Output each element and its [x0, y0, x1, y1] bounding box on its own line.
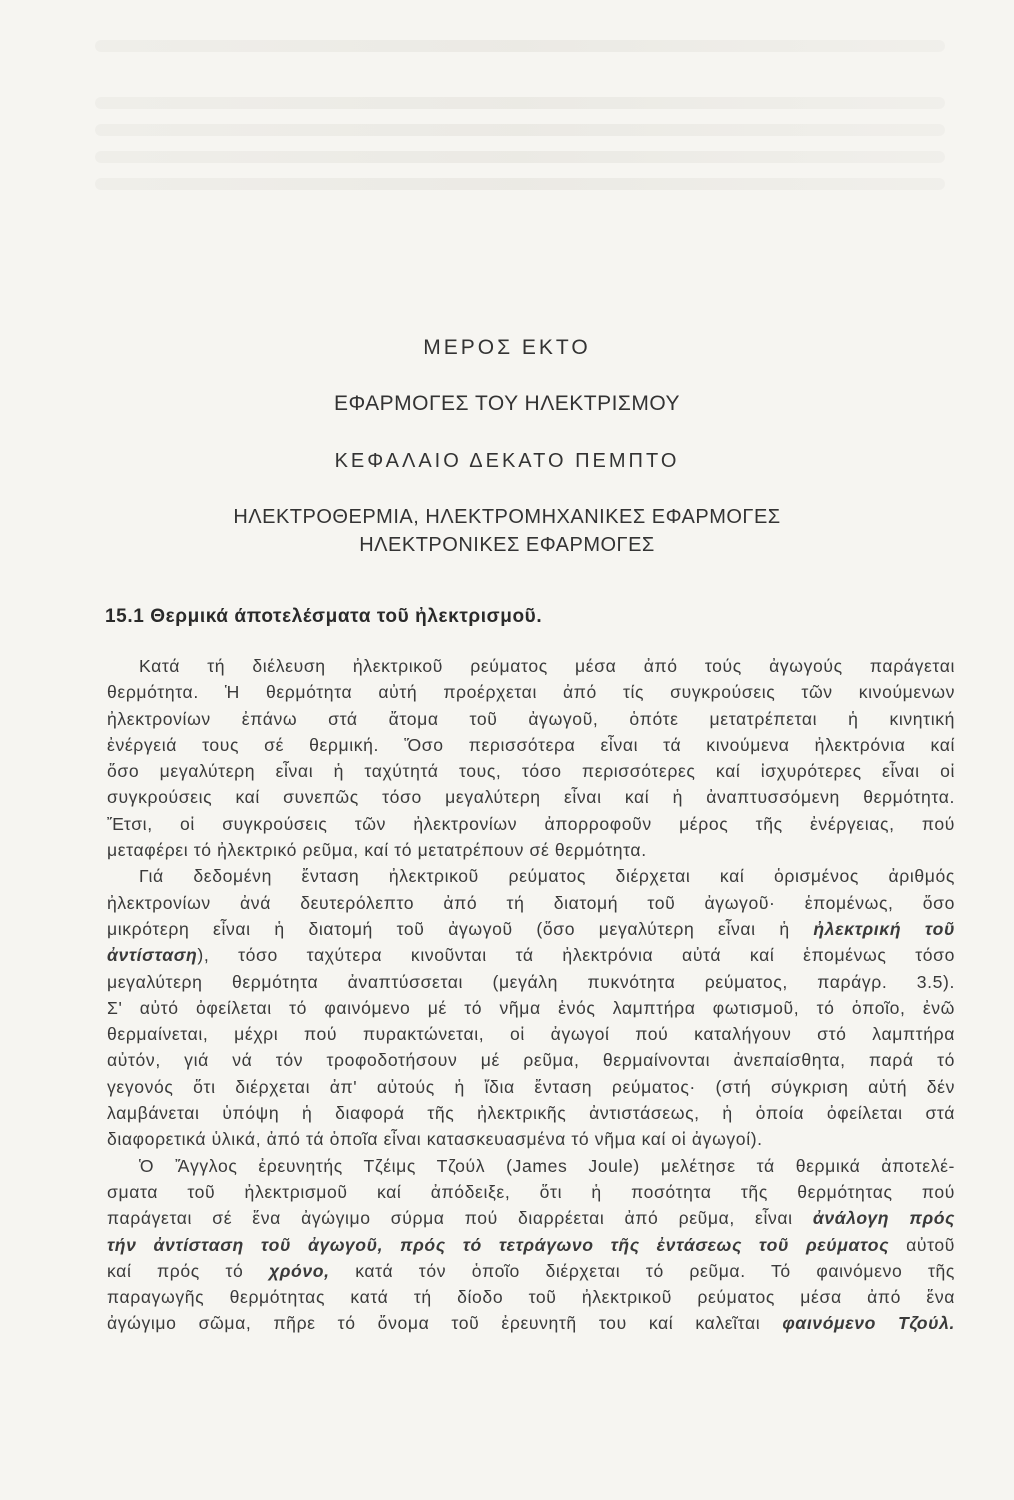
text-run: ), τόσο ταχύτερα κινοῦνται τά ἠλεκτρόνια αὐτά καί ἑπομένως τόσο [197, 945, 955, 966]
part-heading: ΜΕΡΟΣ ΕΚΤΟ [423, 336, 591, 359]
text-line: ἐνέργειά τους σέ θερμική. Ὅσο περισσότερα εἶναι τά κινούμενα ἠλεκτρόνια καί [107, 734, 955, 755]
text-run: καί πρός τό [107, 1260, 269, 1281]
text-line: σματα τοῦ ἠλεκτρισμοῦ καί ἀπόδειξε, ὅτι ἡ ποσότητα τῆς θερμότητας πού [107, 1181, 955, 1202]
emphasis-term: ἀνάλογη πρός [812, 1208, 956, 1229]
text-line: Γιά δεδομένη ἔνταση ἠλεκτρικοῦ ρεύματος διέρχεται καί ὁρισμένος ἀριθμός [139, 866, 955, 887]
text-line: θερμότητα. Ἡ θερμότητα αὐτή προέρχεται ἀπό τίς συγκρούσεις τῶν κινούμενων [107, 682, 955, 703]
text-line: ἠλεκτρονίων ἀνά δευτερόλεπτο ἀπό τή διατομή τοῦ ἀγωγοῦ· ἑπομένως, ὅσο [107, 892, 955, 913]
chapter-title-line-2: ΗΛΕΚΤΡΟΝΙΚΕΣ ΕΦΑΡΜΟΓΕΣ [359, 534, 655, 556]
text-line: ὅσο μεγαλύτερη εἶναι ἡ ταχύτητά τους, τόσο περισσότερες καί ἰσχυρότερες εἶναι οἱ [107, 761, 955, 782]
text-line: παραγωγῆς θερμότητας κατά τή δίοδο τοῦ ἠλεκτρικοῦ ρεύματος μέσα ἀπό ἕνα [107, 1287, 955, 1308]
text-line: μεταφέρει τό ἠλεκτρικό ρεῦμα, καί τό μετατρέπουν σέ θερμότητα. [107, 840, 647, 861]
text-line: ἠλεκτρονίων ἐπάνω στά ἄτομα τοῦ ἀγωγοῦ, ὁπότε μετατρέπεται ἡ κινητική [107, 708, 955, 729]
text-run: αὐτοῦ [889, 1234, 955, 1255]
text-line: Ἔτσι, οἱ συγκρούσεις τῶν ἠλεκτρονίων ἀπορροφοῦν μέρος τῆς ἐνέργειας, πού [107, 813, 955, 834]
emphasis-term: χρόνο, [269, 1260, 330, 1281]
emphasis-term: φαινόμενο Τζούλ. [782, 1313, 955, 1334]
paragraph-2 [107, 863, 955, 1152]
emphasis-term: ἠλεκτρική τοῦ [813, 918, 955, 939]
text-line [107, 1232, 955, 1258]
text-line: μεγαλύτερη θερμότητα ἀναπτύσσεται (μεγάλη πυκνότητα ρεύματος, παράγρ. 3.5). [107, 971, 955, 992]
text-line: συγκρούσεις καί συνεπῶς τόσο μεγαλύτερη εἶναι καί ἡ ἀναπτυσσόμενη θερμότητα. [107, 787, 955, 808]
text-line [107, 916, 955, 942]
emphasis-term: ἀντίσταση [107, 945, 198, 966]
text-run: παράγεται σέ ἕνα ἀγώγιμο σύρμα πού διαρρέεται ἀπό ρεῦμα, εἶναι [107, 1208, 813, 1229]
text-line: Ὁ Ἄγγλος ἐρευνητής Τζέιμς Τζούλ (James Joule) μελέτησε τά θερμικά ἀποτελέ- [139, 1155, 955, 1176]
chapter-title [0, 503, 1014, 559]
text-line [107, 1258, 955, 1284]
text-line [107, 1310, 955, 1336]
text-line: γεγονός ὅτι διέρχεται ἀπ' αὐτούς ἡ ἴδια ἔνταση ρεύματος· (στή σύγκριση αὐτή δέν [107, 1076, 955, 1097]
text-line: διαφορετικά ὑλικά, ἀπό τά ὁποῖα εἶναι κατασκευασμένα τό νῆμα καί οἱ ἀγωγοί). [107, 1129, 763, 1150]
paragraph-3 [107, 1153, 955, 1337]
text-line [107, 942, 955, 968]
text-run: μικρότερη εἶναι ἡ διατομή τοῦ ἀγωγοῦ (ὅσο μεγαλύτερη εἶναι ἡ [107, 918, 814, 939]
text-line: Κατά τή διέλευση ἠλεκτρικοῦ ρεύματος μέσα ἀπό τούς ἀγωγούς παράγεται [139, 656, 955, 676]
text-line: Σ' αὐτό ὀφείλεται τό φαινόμενο μέ τό νῆμα ἑνός λαμπτήρα φωτισμοῦ, τό ὁποῖο, ἐνῶ [107, 997, 955, 1018]
text-line [107, 1205, 955, 1231]
chapter-heading: ΚΕΦΑΛΑΙΟ ΔΕΚΑΤΟ ΠΕΜΠΤΟ [334, 450, 680, 472]
body-text [107, 653, 955, 1337]
text-run: κατά τόν ὁποῖο διέρχεται τό ρεῦμα. Τό φαινόμενο τῆς [329, 1260, 955, 1281]
emphasis-term: τήν ἀντίσταση τοῦ ἀγωγοῦ, πρός τό τετράγωνο τῆς ἐντάσεως τοῦ ρεύματος [107, 1234, 890, 1255]
text-line: λαμβάνεται ὑπόψη ἡ διαφορά τῆς ἠλεκτρικῆς ἀντιστάσεως, ἡ ὁποία ὀφείλεται στά [107, 1103, 955, 1124]
text-run: ἀγώγιμο σῶμα, πῆρε τό ὄνομα τοῦ ἐρευνητῆ του καί καλεῖται [107, 1313, 783, 1334]
paragraph-1 [107, 653, 955, 863]
section-title: 15.1 Θερμικά άποτελέσματα τοῦ ἠλεκτρισμοῦ. [105, 606, 543, 627]
text-line: θερμαίνεται, μέχρι πού πυρακτώνεται, οἱ ἀγωγοί πού καταλήγουν στό λαμπτήρα [107, 1024, 955, 1045]
part-title: ΕΦΑΡΜΟΓΕΣ ΤΟΥ ΗΛΕΚΤΡΙΣΜΟΥ [333, 392, 681, 415]
chapter-title-line-1: ΗΛΕΚΤΡΟΘΕΡΜΙΑ, ΗΛΕΚΤΡΟΜΗΧΑΝΙΚΕΣ ΕΦΑΡΜΟΓΕΣ [233, 506, 781, 528]
text-line: αὐτόν, γιά νά τόν τροφοδοτήσουν μέ ρεῦμα, θερμαίνονται ἀνεπαίσθητα, παρά τό [107, 1050, 955, 1071]
